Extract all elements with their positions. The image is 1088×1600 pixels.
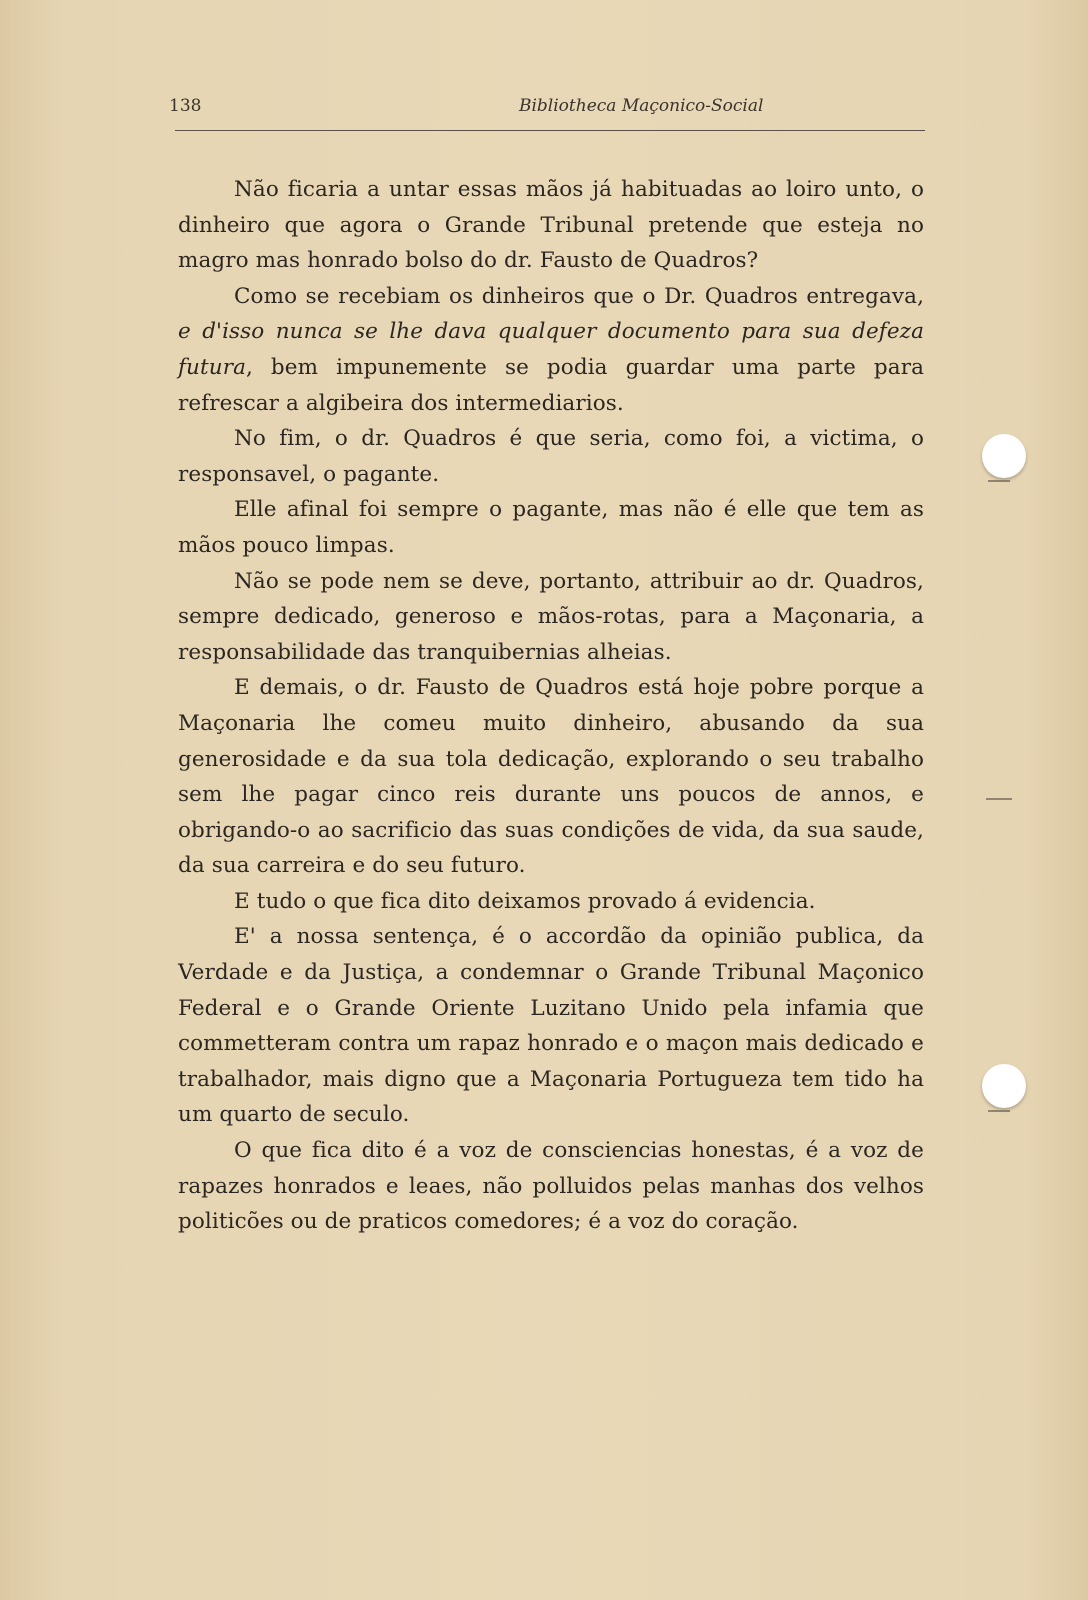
- paragraph-7: E tudo o que fica dito deixamos provado á evidencia.: [234, 888, 816, 914]
- paragraph-4: Elle afinal foi sempre o pagante, mas não é elle que tem as mãos pouco limpas.: [178, 497, 924, 558]
- margin-mark-top: [988, 480, 1010, 482]
- paragraph-2: [178, 279, 924, 421]
- paragraph-6: E demais, o dr. Fausto de Quadros está hoje pobre porque a Maçonaria lhe comeu muito dinheiro, abusando da sua generosidade e da sua tola dedicação, explorando o seu trabalho sem lhe pagar cinco reis durante uns poucos de annos, e obrigando-o ao sacrificio das suas condições de vida, da sua saude, da sua carreira e do seu futuro.: [178, 675, 924, 879]
- page-body: [178, 172, 924, 1240]
- binding-hole-bottom: [982, 1064, 1026, 1108]
- page-number: 138: [169, 96, 202, 116]
- paragraph-1: Não ficaria a untar essas mãos já habituadas ao loiro unto, o dinheiro que agora o Grande Tribunal pretende que esteja no magro mas honrado bolso do dr. Fausto de Quadros?: [178, 177, 924, 274]
- margin-mark-middle: [986, 798, 1012, 800]
- paragraph-2-italic: e d'isso nunca se lhe dava qualquer documento para sua defeza futura: [178, 319, 924, 380]
- paragraph-3: No fim, o dr. Quadros é que seria, como foi, a victima, o responsavel, o pagante.: [178, 426, 924, 487]
- running-title: Bibliotheca Maçonico-Social: [519, 96, 764, 116]
- paragraph-9: O que fica dito é a voz de consciencias honestas, é a voz de rapazes honrados e leaes, não polluidos pelas manhas dos velhos politicões ou de praticos comedores; é a voz do coração.: [178, 1138, 924, 1235]
- paragraph-8: E' a nossa sentença, é o accordão da opinião publica, da Verdade e da Justiça, a condemnar o Grande Tribunal Maçonico Federal e o Grande Oriente Luzitano Unido pela infamia que commetteram contra um rapaz honrado e o maçon mais dedicado e trabalhador, mais digno que a Maçonaria Portugueza tem tido ha um quarto de seculo.: [178, 924, 924, 1128]
- paragraph-5: Não se pode nem se deve, portanto, attribuir ao dr. Quadros, sempre dedicado, generoso e mãos-rotas, para a Maçonaria, a responsabilidade das tranquibernias alheias.: [178, 568, 924, 665]
- margin-mark-bottom: [988, 1110, 1010, 1112]
- paragraph-2-end: , bem impunemente se podia guardar uma parte para refrescar a algibeira dos intermediarios.: [178, 354, 924, 416]
- binding-hole-top: [982, 434, 1026, 478]
- paragraph-2-start: Como se recebiam os dinheiros que o Dr. Quadros entregava,: [234, 283, 924, 309]
- page-header: [169, 96, 925, 131]
